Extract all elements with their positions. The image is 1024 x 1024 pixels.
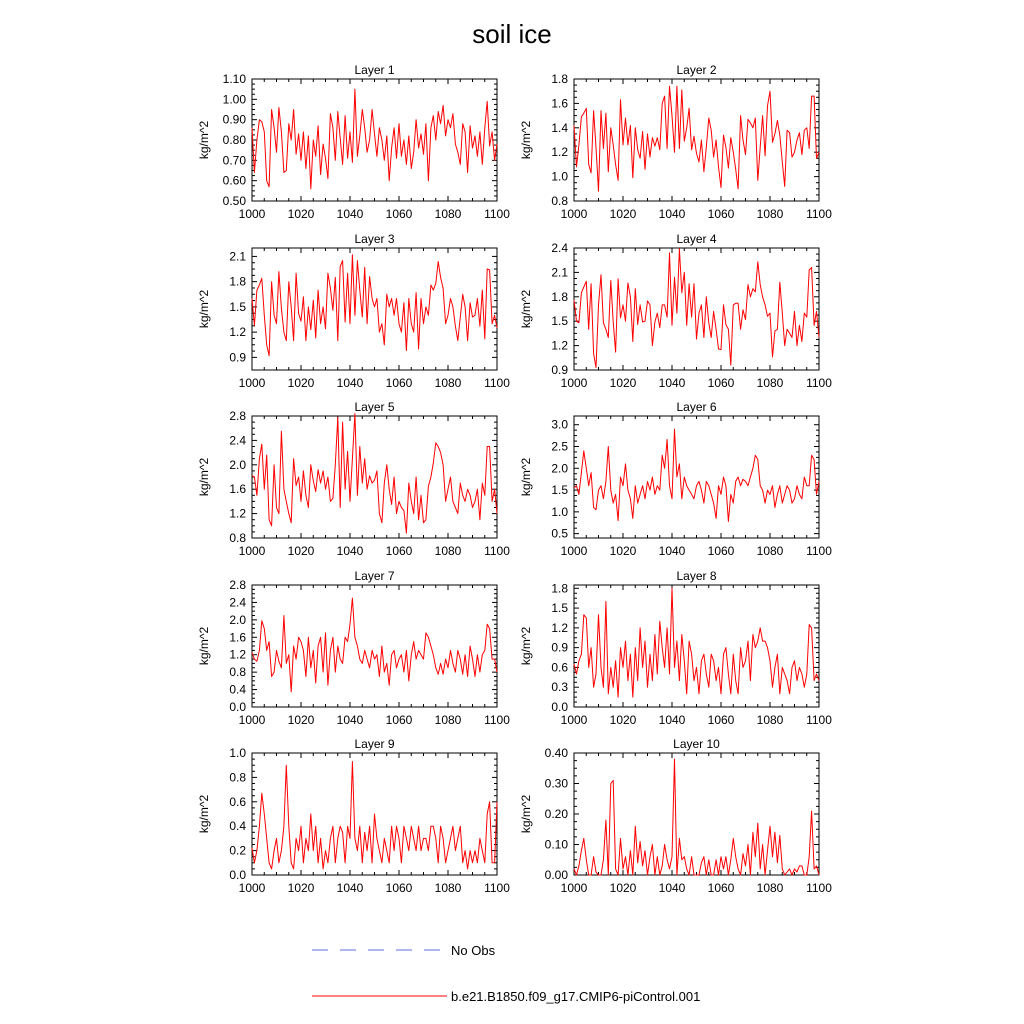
y-tick-label: 2.5 xyxy=(551,439,568,454)
y-axis-label: kg/m^2 xyxy=(519,289,533,329)
y-tick-label: 0.40 xyxy=(544,746,568,760)
x-tick-label: 1020 xyxy=(609,544,637,558)
y-tick-label: 0.5 xyxy=(551,526,568,541)
x-tick-label: 1040 xyxy=(658,376,686,390)
series-line xyxy=(574,429,819,521)
y-tick-label: 0.0 xyxy=(229,868,246,882)
x-tick-label: 1080 xyxy=(756,544,784,558)
x-tick-label: 1100 xyxy=(806,544,832,558)
panel-title: Layer 4 xyxy=(676,232,717,246)
y-axis-label: kg/m^2 xyxy=(197,457,211,497)
y-tick-label: 2.4 xyxy=(229,433,246,448)
y-tick-label: 0.3 xyxy=(551,680,568,695)
y-tick-label: 0.10 xyxy=(544,837,568,852)
panel-title: Layer 5 xyxy=(354,400,395,414)
y-tick-label: 1.0 xyxy=(551,504,568,519)
y-tick-label: 2.1 xyxy=(229,249,246,264)
x-tick-label: 1020 xyxy=(609,376,637,390)
x-tick-label: 1080 xyxy=(434,207,462,221)
y-tick-label: 0.70 xyxy=(222,153,246,168)
y-axis-label: kg/m^2 xyxy=(519,120,533,160)
plot-frame xyxy=(574,753,819,875)
x-tick-label: 1000 xyxy=(560,376,588,390)
y-tick-label: 1.2 xyxy=(551,338,568,353)
panel-layer-6 xyxy=(519,400,832,558)
y-tick-label: 1.2 xyxy=(229,506,246,521)
y-axis-label: kg/m^2 xyxy=(519,626,533,666)
panel-layer-7 xyxy=(197,569,510,727)
y-tick-label: 1.2 xyxy=(229,647,246,662)
x-tick-label: 1060 xyxy=(707,207,735,221)
x-tick-label: 1000 xyxy=(560,881,588,895)
y-tick-label: 0.0 xyxy=(229,700,246,714)
x-tick-label: 1100 xyxy=(806,881,832,895)
x-tick-label: 1000 xyxy=(560,544,588,558)
y-axis-label: kg/m^2 xyxy=(197,626,211,666)
y-tick-label: 0.8 xyxy=(229,770,246,785)
x-tick-label: 1060 xyxy=(385,544,413,558)
y-tick-label: 2.8 xyxy=(229,409,246,423)
x-tick-label: 1020 xyxy=(287,376,315,390)
y-tick-label: 0.6 xyxy=(229,794,246,809)
y-tick-label: 2.4 xyxy=(551,241,568,255)
x-tick-label: 1040 xyxy=(336,881,364,895)
x-tick-label: 1020 xyxy=(287,713,315,727)
x-tick-label: 1080 xyxy=(434,713,462,727)
series-line xyxy=(252,414,497,533)
y-tick-label: 0.8 xyxy=(229,665,246,680)
y-axis-label: kg/m^2 xyxy=(519,457,533,497)
x-tick-label: 1060 xyxy=(707,881,735,895)
x-tick-label: 1040 xyxy=(658,544,686,558)
x-tick-label: 1020 xyxy=(287,207,315,221)
y-tick-label: 0.60 xyxy=(222,173,246,188)
y-tick-label: 1.5 xyxy=(229,299,246,314)
y-tick-label: 2.0 xyxy=(229,457,246,472)
x-tick-label: 1000 xyxy=(238,544,266,558)
x-tick-label: 1000 xyxy=(238,881,266,895)
x-tick-label: 1040 xyxy=(658,207,686,221)
y-tick-label: 1.2 xyxy=(229,325,246,340)
panel-layer-4 xyxy=(519,232,832,390)
y-tick-label: 0.9 xyxy=(551,363,568,377)
x-tick-label: 1060 xyxy=(707,713,735,727)
x-tick-label: 1100 xyxy=(484,713,510,727)
y-axis-label: kg/m^2 xyxy=(197,794,211,834)
x-tick-label: 1060 xyxy=(385,376,413,390)
y-tick-label: 1.4 xyxy=(551,120,568,135)
y-tick-label: 0.20 xyxy=(544,807,568,821)
y-axis-label: kg/m^2 xyxy=(197,120,211,160)
y-axis-label: kg/m^2 xyxy=(197,289,211,329)
x-tick-label: 1040 xyxy=(336,207,364,221)
y-tick-label: 1.8 xyxy=(551,72,568,86)
y-tick-label: 1.5 xyxy=(551,601,568,616)
y-tick-label: 1.10 xyxy=(222,72,246,86)
y-tick-label: 2.1 xyxy=(551,265,568,280)
series-line xyxy=(574,86,819,191)
y-tick-label: 0.4 xyxy=(229,819,246,834)
x-tick-label: 1080 xyxy=(434,544,462,558)
series-line xyxy=(574,588,819,697)
series-line xyxy=(252,762,497,869)
panel-title: Layer 10 xyxy=(673,737,720,751)
y-tick-label: 0.8 xyxy=(229,531,246,545)
x-tick-label: 1060 xyxy=(385,207,413,221)
legend-no-obs-label: No Obs xyxy=(451,943,496,958)
y-tick-label: 0.9 xyxy=(551,640,568,655)
y-tick-label: 0.80 xyxy=(222,133,246,147)
y-tick-label: 0.90 xyxy=(222,112,246,127)
x-tick-label: 1020 xyxy=(287,544,315,558)
legend xyxy=(312,943,700,1004)
x-tick-label: 1040 xyxy=(336,544,364,558)
x-tick-label: 1000 xyxy=(238,207,266,221)
y-tick-label: 1.8 xyxy=(551,289,568,304)
y-tick-label: 0.9 xyxy=(229,350,246,365)
x-tick-label: 1080 xyxy=(756,376,784,390)
x-tick-label: 1080 xyxy=(434,881,462,895)
y-tick-label: 1.5 xyxy=(551,314,568,329)
y-tick-label: 0.30 xyxy=(544,776,568,791)
x-tick-label: 1000 xyxy=(238,376,266,390)
x-tick-label: 1000 xyxy=(560,207,588,221)
series-line xyxy=(252,598,497,692)
panel-layer-3 xyxy=(197,232,510,390)
plot-frame xyxy=(252,79,497,201)
series-line xyxy=(252,89,497,189)
x-tick-label: 1080 xyxy=(756,713,784,727)
x-tick-label: 1080 xyxy=(756,881,784,895)
x-tick-label: 1100 xyxy=(484,544,510,558)
y-tick-label: 1.5 xyxy=(551,483,568,498)
series-line xyxy=(574,249,819,368)
x-tick-label: 1020 xyxy=(609,713,637,727)
y-tick-label: 1.2 xyxy=(551,145,568,160)
x-tick-label: 1100 xyxy=(806,713,832,727)
y-tick-label: 0.0 xyxy=(551,700,568,714)
series-line xyxy=(252,255,497,356)
x-tick-label: 1040 xyxy=(336,713,364,727)
y-tick-label: 1.6 xyxy=(229,482,246,497)
figure-title: soil ice xyxy=(472,19,552,49)
x-tick-label: 1100 xyxy=(484,376,510,390)
y-tick-label: 0.50 xyxy=(222,194,246,208)
x-tick-label: 1060 xyxy=(385,713,413,727)
plot-frame xyxy=(574,416,819,538)
panel-title: Layer 1 xyxy=(354,63,395,77)
panel-layer-8 xyxy=(519,569,832,727)
x-tick-label: 1080 xyxy=(756,207,784,221)
panel-title: Layer 8 xyxy=(676,569,717,583)
plot-frame xyxy=(252,248,497,370)
y-tick-label: 2.8 xyxy=(229,578,246,592)
x-tick-label: 1040 xyxy=(336,376,364,390)
y-tick-label: 1.00 xyxy=(222,92,246,107)
y-tick-label: 2.4 xyxy=(229,595,246,610)
y-tick-label: 2.0 xyxy=(551,461,568,476)
y-tick-label: 1.6 xyxy=(229,630,246,645)
plot-frame xyxy=(574,79,819,201)
y-tick-label: 3.0 xyxy=(551,417,568,432)
panel-title: Layer 9 xyxy=(354,737,395,751)
panel-title: Layer 2 xyxy=(676,63,717,77)
y-tick-label: 0.8 xyxy=(551,194,568,208)
x-tick-label: 1060 xyxy=(385,881,413,895)
panel-layer-10 xyxy=(519,737,832,895)
panel-title: Layer 6 xyxy=(676,400,717,414)
y-tick-label: 0.00 xyxy=(544,868,568,882)
plot-frame xyxy=(574,585,819,707)
x-tick-label: 1000 xyxy=(238,713,266,727)
y-tick-label: 0.2 xyxy=(229,843,246,858)
x-tick-label: 1060 xyxy=(707,376,735,390)
x-tick-label: 1100 xyxy=(806,376,832,390)
x-tick-label: 1040 xyxy=(658,713,686,727)
y-tick-label: 1.6 xyxy=(551,96,568,111)
y-tick-label: 1.8 xyxy=(229,274,246,289)
y-tick-label: 1.0 xyxy=(229,746,246,760)
x-tick-label: 1080 xyxy=(434,376,462,390)
x-tick-label: 1100 xyxy=(484,881,510,895)
x-tick-label: 1100 xyxy=(484,207,510,221)
y-tick-label: 0.4 xyxy=(229,682,246,697)
y-tick-label: 1.8 xyxy=(551,581,568,596)
panel-grid xyxy=(197,63,832,895)
x-tick-label: 1060 xyxy=(707,544,735,558)
legend-series-label: b.e21.B1850.f09_g17.CMIP6-piControl.001 xyxy=(451,989,701,1004)
panel-title: Layer 3 xyxy=(354,232,395,246)
y-tick-label: 0.6 xyxy=(551,660,568,675)
series-line xyxy=(574,759,819,875)
x-tick-label: 1040 xyxy=(658,881,686,895)
y-tick-label: 1.0 xyxy=(551,169,568,184)
x-tick-label: 1020 xyxy=(609,881,637,895)
y-tick-label: 1.2 xyxy=(551,620,568,635)
x-tick-label: 1100 xyxy=(806,207,832,221)
plot-frame xyxy=(252,585,497,707)
y-axis-label: kg/m^2 xyxy=(519,794,533,834)
plot-frame xyxy=(252,416,497,538)
y-tick-label: 2.0 xyxy=(229,612,246,627)
panel-layer-2 xyxy=(519,63,832,221)
x-tick-label: 1020 xyxy=(609,207,637,221)
x-tick-label: 1020 xyxy=(287,881,315,895)
panel-layer-1 xyxy=(197,63,510,221)
panel-title: Layer 7 xyxy=(354,569,395,583)
x-tick-label: 1000 xyxy=(560,713,588,727)
panel-layer-5 xyxy=(197,400,510,558)
panel-layer-9 xyxy=(197,737,510,895)
